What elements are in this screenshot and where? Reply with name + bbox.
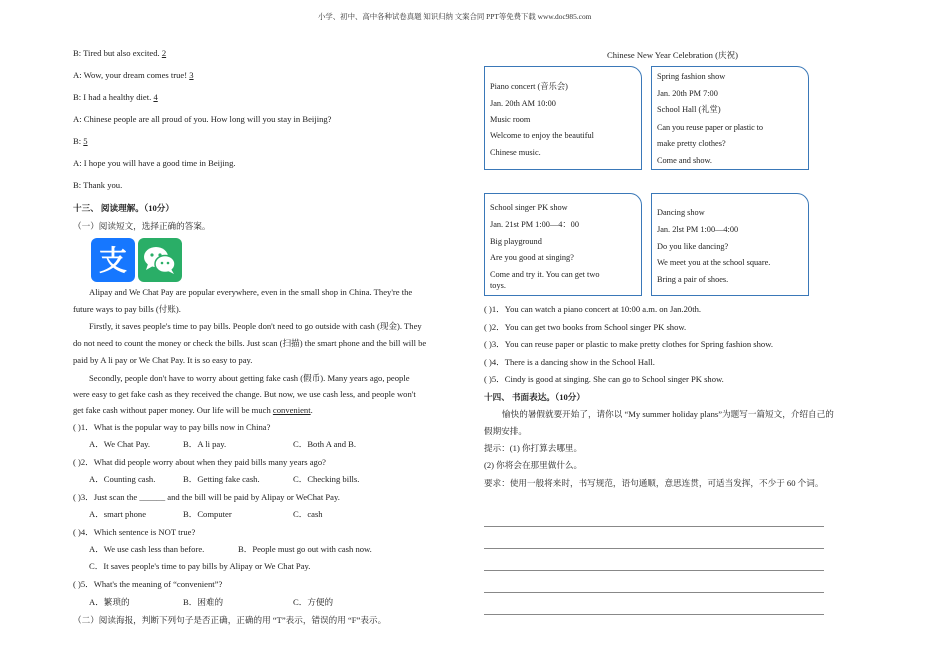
poster-line: Come and try it. You can get two bbox=[490, 270, 600, 279]
poster-line: Are you good at singing? bbox=[490, 253, 574, 262]
alipay-icon bbox=[91, 238, 135, 282]
poster-line: Jan. 20th AM 10:00 bbox=[490, 99, 556, 108]
passage-line: were easy to get fake cash as they received the change. But now, we use cash less, and people won't bbox=[73, 389, 416, 399]
passage-line: paid by A li pay or We Chat Pay. It is so easy to pay. bbox=[73, 355, 253, 365]
option: B．困难的 bbox=[183, 597, 224, 607]
dialogue-line: A: Chinese people are all proud of you. How long will you stay in Beijing? bbox=[73, 114, 332, 124]
poster-line: We meet you at the school square. bbox=[657, 258, 771, 267]
poster-singer-pk bbox=[484, 193, 642, 296]
dialogue-line: A: Wow, your dream comes true! 3 bbox=[73, 70, 194, 80]
poster-line: Jan. 20th PM 7:00 bbox=[657, 89, 718, 98]
poster-dancing bbox=[651, 193, 809, 296]
passage-line: future ways to pay bills (付账). bbox=[73, 304, 181, 314]
dialogue-line: B: Thank you. bbox=[73, 180, 123, 190]
option: B．People must go out with cash now. bbox=[238, 544, 372, 554]
writing-hint: 提示：(1) 你打算去哪里。 bbox=[484, 443, 583, 453]
poster-line: Chinese music. bbox=[490, 148, 541, 157]
poster-line: make pretty clothes? bbox=[657, 139, 726, 148]
option: C．Both A and B. bbox=[293, 439, 357, 449]
section-14-title: 十四、 书面表达。（10分） bbox=[484, 392, 585, 402]
tf-question: ( )3．You can reuse paper or plastic to make pretty clothes for Spring fashion show. bbox=[484, 339, 774, 349]
page-header: 小学、初中、高中各种试卷真题 知识归纳 文案合同 PPT等免费下载 www.doc985.com bbox=[318, 12, 592, 21]
option: B．Computer bbox=[183, 509, 232, 519]
poster-line: Big playground bbox=[490, 237, 542, 246]
poster-line: School Hall (礼堂) bbox=[657, 105, 721, 114]
option: C．Checking bills. bbox=[293, 474, 360, 484]
poster-line: toys. bbox=[490, 281, 506, 290]
poster-line: Bring a pair of shoes. bbox=[657, 275, 729, 284]
poster-line: Spring fashion show bbox=[657, 72, 726, 81]
poster-line: School singer PK show bbox=[490, 203, 568, 212]
section-13-title: 十三、 阅读理解。（10分） bbox=[73, 203, 174, 213]
poster-piano-concert bbox=[484, 66, 642, 170]
option: B．Getting fake cash. bbox=[183, 474, 260, 484]
poster-line: Can you reuse paper or plastic to bbox=[657, 123, 763, 132]
option: C．方便的 bbox=[293, 597, 334, 607]
passage-line: do not need to count the money or check the bills. Just scan (扫描) the smart phone and the bill will be bbox=[73, 338, 427, 348]
poster-line: Do you like dancing? bbox=[657, 242, 729, 251]
option: C．It saves people's time to pay bills by Alipay or We Chat Pay. bbox=[89, 561, 311, 571]
tf-question: ( )2．You can get two books from School singer PK show. bbox=[484, 322, 687, 332]
poster-line: Jan. 2lst PM 1:00—4:00 bbox=[657, 225, 739, 234]
writing-prompt: 愉快的暑假就要开始了，请你以 “My summer holiday plans”为题写一篇短文，介绍自己的 bbox=[502, 409, 834, 419]
option: B．A li pay. bbox=[183, 439, 227, 449]
part2-instruction: （二）阅读海报，判断下列句子是否正确，正确的用 “T”表示，错误的用 “F”表示。 bbox=[73, 615, 387, 625]
option: A．Counting cash. bbox=[89, 474, 156, 484]
passage-line: Alipay and We Chat Pay are popular everywhere, even in the small shop in China. They're the bbox=[89, 287, 413, 297]
question-4: ( )4．Which sentence is NOT true? bbox=[73, 527, 196, 537]
poster-line: Welcome to enjoy the beautiful bbox=[490, 131, 594, 140]
writing-line[interactable] bbox=[484, 614, 824, 615]
writing-line[interactable] bbox=[484, 526, 824, 527]
question-3: ( )3．Just scan the ______ and the bill will be paid by Alipay or WeChat Pay. bbox=[73, 492, 340, 502]
writing-hint: (2) 你将会在那里做什么。 bbox=[484, 460, 583, 470]
question-5: ( )5．What's the meaning of “convenient”? bbox=[73, 579, 223, 589]
tf-question: ( )5．Cindy is good at singing. She can go to School singer PK show. bbox=[484, 374, 724, 384]
dialogue-line: B: I had a healthy diet. 4 bbox=[73, 92, 158, 102]
poster-line: Come and show. bbox=[657, 156, 712, 165]
option: A．We Chat Pay. bbox=[89, 439, 151, 449]
writing-line[interactable] bbox=[484, 570, 824, 571]
poster-line: Music room bbox=[490, 115, 531, 124]
question-1: ( )1．What is the popular way to pay bills now in China? bbox=[73, 422, 271, 432]
passage-line: Secondly, people don't have to worry about getting fake cash (假币). Many years ago, people bbox=[89, 373, 410, 383]
option: A．繁琐的 bbox=[89, 597, 130, 607]
option: A．We use cash less than before. bbox=[89, 544, 205, 554]
writing-prompt: 假期安排。 bbox=[484, 426, 527, 436]
writing-line[interactable] bbox=[484, 592, 824, 593]
poster-spring-fashion bbox=[651, 66, 809, 170]
poster-line: Piano concert (音乐会) bbox=[490, 82, 568, 91]
dialogue-line: A: I hope you will have a good time in Beijing. bbox=[73, 158, 236, 168]
passage-line: get fake cash without paper money. Our life will be much convenient. bbox=[73, 405, 313, 415]
dialogue-line: B: 5 bbox=[73, 136, 88, 146]
option: C．cash bbox=[293, 509, 323, 519]
writing-requirement: 要求：使用一般将来时，书写规范，语句通顺，意思连贯，可适当发挥，不少于 60 个词。 bbox=[484, 478, 824, 488]
question-2: ( )2．What did people worry about when they paid bills many years ago? bbox=[73, 457, 326, 467]
option: A．smart phone bbox=[89, 509, 147, 519]
poster-line: Dancing show bbox=[657, 208, 705, 217]
tf-question: ( )4．There is a dancing show in the School Hall. bbox=[484, 357, 655, 367]
dialogue-line: B: Tired but also excited. 2 bbox=[73, 48, 167, 58]
wechat-icon bbox=[138, 238, 182, 282]
part1-instruction: （一）阅读短文，选择正确的答案。 bbox=[73, 221, 211, 231]
passage-line: Firstly, it saves people's time to pay bills. People don't need to go outside with cash (现金). They bbox=[89, 321, 422, 331]
tf-question: ( )1．You can watch a piano concert at 10:00 a.m. on Jan.20th. bbox=[484, 304, 702, 314]
writing-line[interactable] bbox=[484, 548, 824, 549]
poster-line: Jan. 21st PM 1:00—4：00 bbox=[490, 220, 579, 229]
poster-title: Chinese New Year Celebration (庆祝) bbox=[607, 50, 739, 60]
svg-text:支: 支 bbox=[98, 244, 128, 277]
